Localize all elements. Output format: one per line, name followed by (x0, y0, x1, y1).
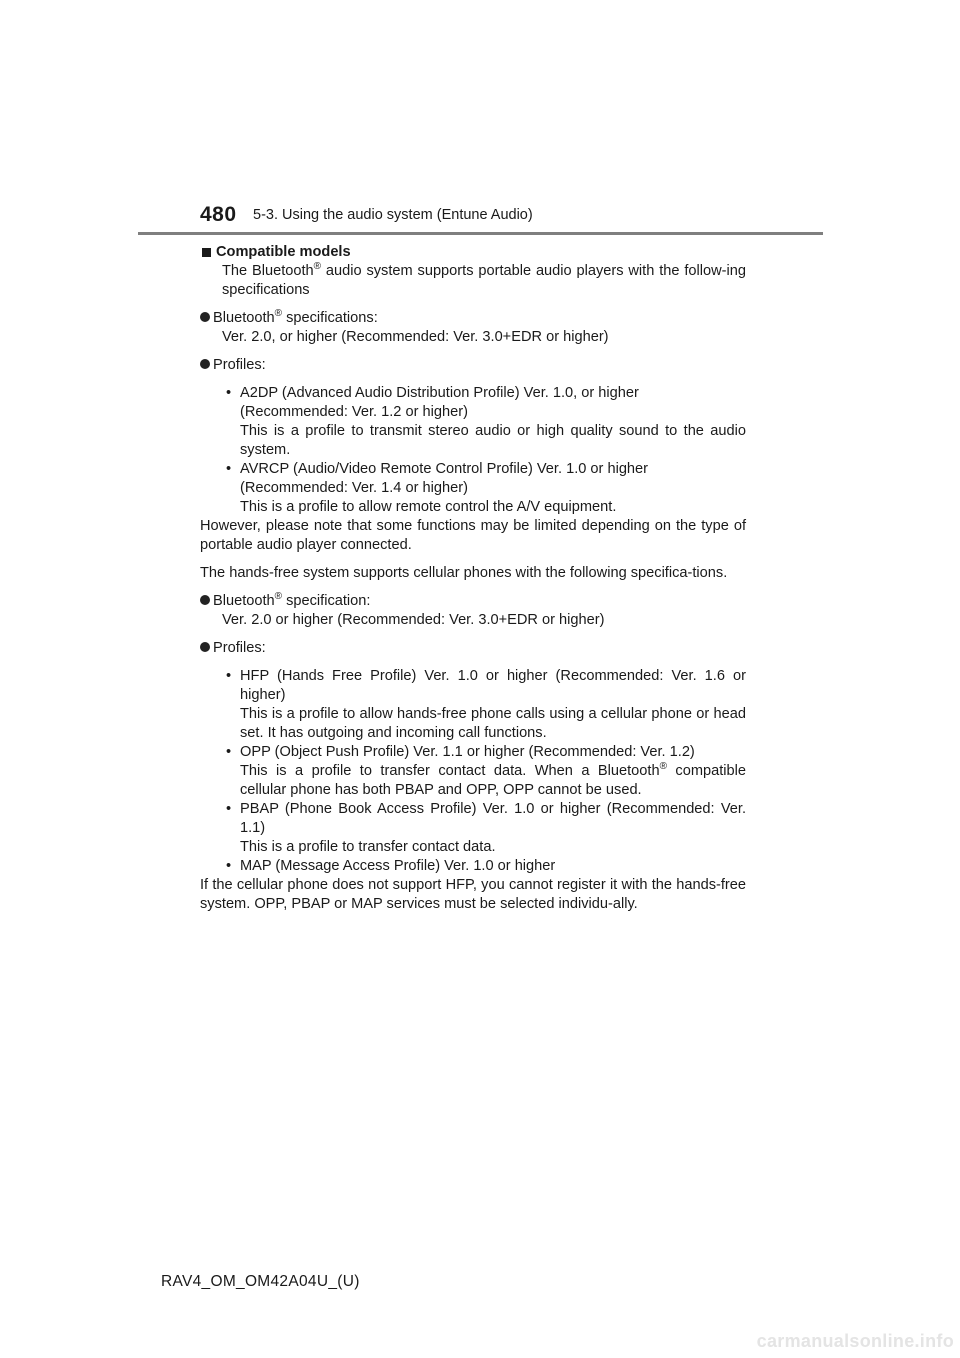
list-item (200, 800, 746, 857)
page-body (200, 243, 746, 914)
audio-spec-label (213, 309, 746, 328)
registered-mark: ® (659, 761, 667, 772)
audio-profiles-label: Profiles: (213, 357, 266, 373)
watermark-text: carmanualsonline.info (756, 1331, 954, 1351)
list-item (200, 384, 746, 460)
profile-title: OPP (Object Push Profile) Ver. 1.1 or higher (Recommended: Ver. 1.2) (240, 744, 695, 760)
list-item (200, 857, 746, 876)
audio-profiles-item (200, 356, 746, 375)
intro-paragraph (200, 262, 746, 300)
list-item-text (240, 743, 746, 800)
profile-title: MAP (Message Access Profile) Ver. 1.0 or higher (240, 858, 556, 874)
handsfree-intro: The hands-free system supports cellular phones with the following specifica-tions. (200, 565, 728, 581)
audio-spec-item (200, 309, 746, 328)
phone-spec-label-b: specification: (282, 593, 371, 609)
audio-spec-label-b: specifications: (282, 310, 378, 326)
list-item-text (240, 460, 746, 517)
audio-note: However, please note that some functions may be limited depending on the type of portable audio player connected. (200, 518, 746, 553)
circle-bullet-icon (200, 595, 210, 605)
registered-mark: ® (313, 261, 322, 272)
list-item-text (240, 800, 746, 857)
audio-spec-value: Ver. 2.0, or higher (Recommended: Ver. 3.0+EDR or higher) (222, 329, 609, 345)
phone-profiles-label: Profiles: (213, 640, 266, 656)
profile-description (240, 762, 746, 800)
watermark (756, 1326, 960, 1358)
profile-description: This is a profile to allow hands-free phone calls using a cellular phone or head set. It has outgoing and incoming call functions. (240, 706, 746, 741)
bullet-mark: • (226, 744, 232, 760)
registered-mark: ® (274, 308, 283, 319)
list-item (200, 460, 746, 517)
bullet-mark: • (226, 858, 232, 874)
profile-title: HFP (Hands Free Profile) Ver. 1.0 or higher (Recommended: Ver. 1.6 or higher) (240, 668, 746, 703)
circle-bullet-icon (200, 642, 210, 652)
intro-text-a: The Bluetooth (222, 263, 314, 279)
profile-description-a: This is a profile to transfer contact data. When a Bluetooth (240, 763, 660, 779)
profile-description-b: compatible cellular phone has both PBAP and OPP, OPP cannot be used. (240, 763, 746, 798)
registered-mark: ® (274, 591, 283, 602)
list-item (200, 667, 746, 743)
closing-note: If the cellular phone does not support HFP, you cannot register it with the hands-free system. OPP, PBAP or MAP services must be selected individu-ally. (200, 877, 746, 912)
bullet-mark: • (226, 668, 232, 684)
list-item (200, 743, 746, 800)
square-bullet-icon (202, 248, 211, 257)
phone-spec-label-a: Bluetooth (213, 593, 275, 609)
profile-recommended: (Recommended: Ver. 1.4 or higher) (240, 480, 468, 496)
circle-bullet-icon (200, 359, 210, 369)
profile-title: PBAP (Phone Book Access Profile) Ver. 1.0 or higher (Recommended: Ver. 1.1) (240, 801, 746, 836)
section-heading-text: Compatible models (216, 244, 351, 260)
page-header (200, 203, 823, 235)
list-item-text (240, 857, 746, 876)
audio-spec-label-a: Bluetooth (213, 310, 275, 326)
profile-description: This is a profile to transfer contact data. (240, 839, 496, 855)
phone-spec-value: Ver. 2.0 or higher (Recommended: Ver. 3.0+EDR or higher) (222, 612, 605, 628)
intro-text-b: audio system supports portable audio players with the follow-ing specifications (222, 263, 746, 298)
profile-description: This is a profile to allow remote control the A/V equipment. (240, 499, 617, 515)
profile-title: A2DP (Advanced Audio Distribution Profile) Ver. 1.0, or higher (240, 385, 639, 401)
phone-spec-item (200, 592, 746, 611)
header-rule (138, 232, 823, 235)
circle-bullet-icon (200, 312, 210, 322)
profile-recommended: (Recommended: Ver. 1.2 or higher) (240, 404, 468, 420)
list-item-text (240, 384, 746, 460)
list-item-text (240, 667, 746, 743)
phone-spec-label (213, 592, 746, 611)
bullet-mark: • (226, 385, 232, 401)
section-heading (200, 243, 746, 262)
phone-profiles-item (200, 639, 746, 658)
section-title: 5-3. Using the audio system (Entune Audio) (253, 207, 533, 223)
bullet-mark: • (226, 801, 232, 817)
profile-description: This is a profile to transmit stereo audio or high quality sound to the audio system. (240, 423, 746, 458)
profile-title: AVRCP (Audio/Video Remote Control Profile) Ver. 1.0 or higher (240, 461, 649, 477)
document-code: RAV4_OM_OM42A04U_(U) (161, 1273, 360, 1290)
bullet-mark: • (226, 461, 232, 477)
page-number: 480 (200, 203, 237, 226)
